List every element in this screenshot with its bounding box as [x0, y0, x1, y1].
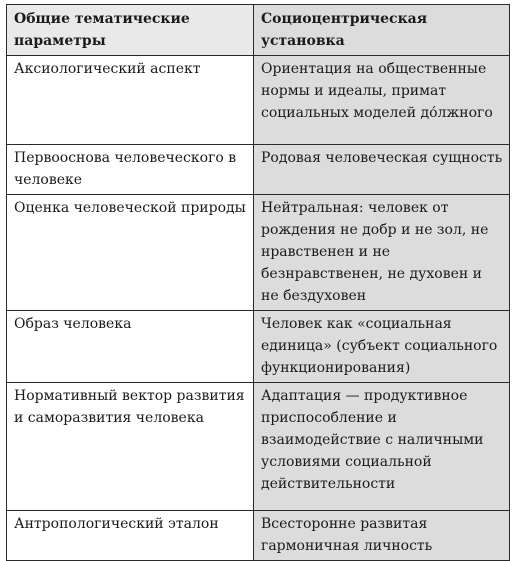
column-header-setting — [254, 5, 510, 56]
table-row — [7, 311, 510, 383]
value-text: Нейтральная: человек от рождения не добр и не зол, не нравственен и не безнравственен, не духовен и не бездуховен — [261, 200, 489, 304]
parameter-cell — [7, 511, 254, 561]
value-cell — [254, 56, 510, 145]
value-cell — [254, 195, 510, 311]
table-row — [7, 511, 510, 561]
parameter-label: Нормативный вектор развития и саморазвития человека — [14, 388, 245, 426]
table-header-row — [7, 5, 510, 56]
value-text: Ориентация на общественные нормы и идеалы, примат социальных моделей до́лжного — [261, 61, 493, 121]
value-text: Всесторонне развитая гармоничная личность — [261, 516, 433, 554]
document-page — [6, 4, 510, 561]
parameter-cell — [7, 56, 254, 145]
parameter-label: Антропологический эталон — [14, 516, 219, 532]
parameter-label: Образ человека — [14, 316, 132, 332]
value-cell — [254, 145, 510, 195]
table-row — [7, 56, 510, 145]
column-header-parameters — [7, 5, 254, 56]
table-row — [7, 383, 510, 511]
table-row — [7, 145, 510, 195]
parameter-cell — [7, 195, 254, 311]
value-text: Родовая человеческая сущность — [261, 150, 503, 166]
parameter-cell — [7, 145, 254, 195]
parameter-cell — [7, 383, 254, 511]
value-cell — [254, 383, 510, 511]
table-row — [7, 195, 510, 311]
column-header-label: Социоцентрическая установка — [261, 11, 428, 49]
parameter-label: Оценка человеческой природы — [14, 200, 246, 216]
parameter-cell — [7, 311, 254, 383]
value-text: Адаптация — продуктивное приспособление и взаимодействие с наличными условиями социальной действительности — [261, 388, 484, 492]
value-cell — [254, 311, 510, 383]
value-text: Человек как «социальная единица» (субъект социального функционирования) — [261, 316, 498, 376]
parameter-label: Первооснова человеческого в человеке — [14, 150, 237, 188]
column-header-label: Общие тематические параметры — [14, 11, 190, 49]
value-cell — [254, 511, 510, 561]
parameters-table — [6, 4, 510, 561]
parameter-label: Аксиологический аспект — [14, 61, 201, 77]
